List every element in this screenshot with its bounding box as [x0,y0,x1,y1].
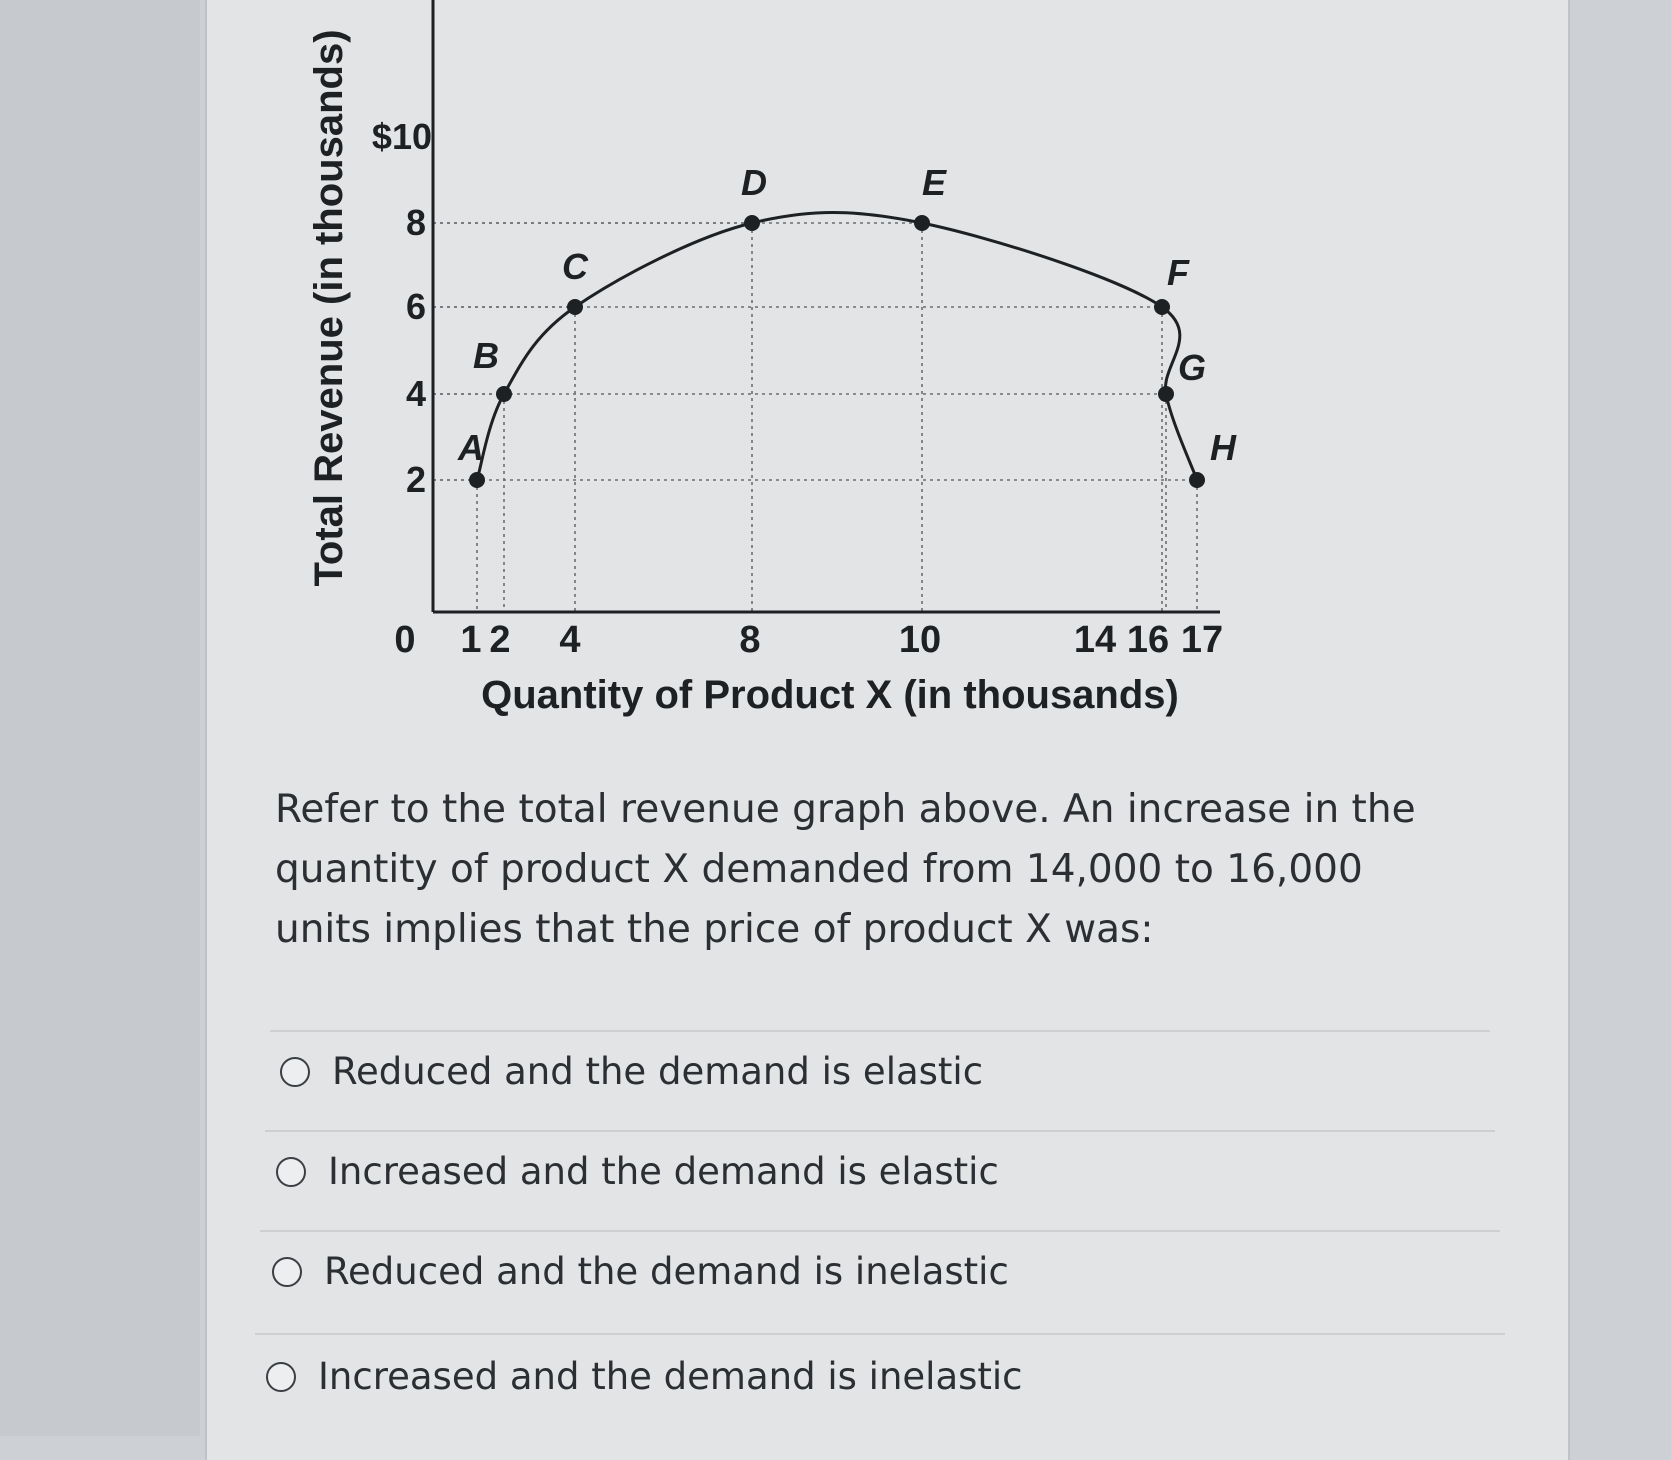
x-tick-label: 14 [1073,619,1117,661]
option-increased-inelastic[interactable] [266,1355,1023,1398]
y-tick-label: 6 [405,286,426,327]
x-tick-label: 10 [898,619,942,661]
point-d [744,215,760,231]
option-reduced-inelastic[interactable] [272,1250,1009,1293]
option-label: Reduced and the demand is elastic [332,1050,984,1093]
divider [270,1030,1490,1032]
point-a [469,472,485,488]
point-label-f: F [1167,252,1189,293]
point-b [496,386,512,402]
x-tick-label: 2 [489,619,511,661]
point-labels [457,162,1237,468]
divider [265,1130,1495,1132]
point-label-b: B [473,335,499,376]
option-increased-elastic[interactable] [276,1150,999,1193]
option-label: Reduced and the demand is inelastic [324,1250,1009,1293]
x-tick-label: 17 [1180,619,1224,661]
option-label: Increased and the demand is inelastic [318,1355,1023,1398]
point-label-h: H [1210,427,1236,468]
point-g [1158,386,1174,402]
divider [260,1230,1500,1232]
option-reduced-elastic[interactable] [280,1050,983,1093]
radio-circle-icon[interactable] [276,1157,306,1187]
option-label: Increased and the demand is elastic [328,1150,999,1193]
y-tick-label: 2 [405,459,426,500]
point-c [567,299,583,315]
x-tick-label: 16 [1126,619,1170,661]
point-label-g: G [1177,347,1207,388]
x-tick-label: 4 [559,619,581,661]
x-tick-label: 1 [460,619,482,661]
radio-circle-icon[interactable] [272,1257,302,1287]
point-label-c: C [562,246,588,287]
y-axis-title: Total Revenue (in thousands) [307,29,351,587]
point-label-d: D [741,162,767,203]
y-tick-label: 4 [405,373,426,414]
radio-circle-icon[interactable] [280,1057,310,1087]
point-e [914,215,930,231]
point-f [1154,299,1170,315]
radio-circle-icon[interactable] [266,1362,296,1392]
y-tick-label: 8 [405,202,426,243]
y-tick-labels [372,116,432,500]
x-tick-label: 0 [394,619,416,661]
divider [255,1333,1505,1335]
guide-lines [433,223,1197,612]
x-tick-labels [394,619,1223,661]
x-tick-label: 8 [739,619,761,661]
y-tick-label: $10 [371,116,432,157]
point-label-e: E [921,162,947,203]
question-text: Refer to the total revenue graph above. An increase in the quantity of product X demanded from 14,000 to 16,000 units implies that the price of product X was: [275,787,1416,952]
x-axis-title: Quantity of Product X (in thousands) [481,673,1179,717]
point-h [1189,472,1205,488]
point-label-a: A [458,427,484,468]
